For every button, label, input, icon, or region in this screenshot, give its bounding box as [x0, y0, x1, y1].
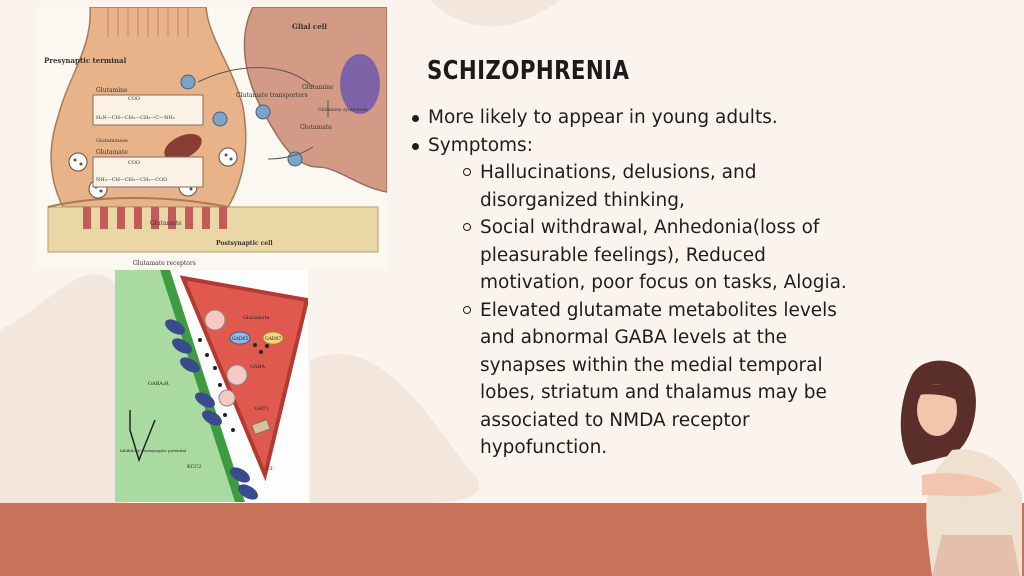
gad65-label: GAD65	[232, 337, 249, 342]
symptom-item: Elevated glutamate metabolites levels and abnormal GABA levels at the synapses within the medial temporal lobes, striatum and thalamus may be associated to NMDA receptor hypofunction.	[462, 297, 860, 462]
cleft-glutamate-label: Glutamate	[150, 220, 182, 227]
symptom-item: Hallucinations, delusions, and disorganized thinking,	[462, 159, 860, 214]
bullet-item: More likely to appear in young adults.	[410, 104, 860, 132]
glial-glutamate-label: Glutamate	[300, 124, 332, 131]
bullet-label: Symptoms:	[428, 134, 533, 156]
gaba-diagram	[115, 270, 308, 502]
bullet-item-symptoms	[410, 132, 860, 462]
presynaptic-label: Presynaptic terminal	[44, 56, 127, 65]
gat1-label: GAT1	[255, 406, 269, 412]
slide-title: SCHIZOPHRENIA	[427, 56, 630, 86]
gaba-label: GABA	[250, 364, 265, 370]
glial-cell-label: Glial cell	[292, 22, 327, 31]
woman-illustration	[892, 355, 1024, 576]
bullet-list	[410, 104, 860, 462]
bottom-glutamate-label: Glutamate	[243, 315, 270, 321]
gaba-br-label: GABA₂R	[148, 381, 169, 387]
glial-glutamine-label: Glutamine	[302, 84, 334, 91]
glutamate-formula: NH₃—CH—CH₂—CH₂—COO	[96, 177, 168, 183]
glutamine-formula: H₂N—CH—CH₂—CH₂—C—NH₂	[96, 115, 175, 121]
bottom-band	[0, 503, 1024, 576]
synapse-diagram	[38, 7, 387, 269]
cl-label: Cl⁻	[267, 466, 276, 472]
receptors-label: Glutamate receptors	[133, 260, 196, 267]
ipsp-label: Inhibitory postsynaptic potential	[120, 448, 187, 453]
glutamate-label: Glutamate	[96, 149, 128, 156]
symptom-list	[428, 159, 860, 462]
kcc2-label: KCC2	[187, 464, 202, 470]
postsynaptic-label: Postsynaptic cell	[216, 240, 273, 247]
gad67-label: GAD67	[265, 337, 282, 342]
symptom-item: Social withdrawal, Anhedonia(loss of pleasurable feelings), Reduced motivation, poor focus on tasks, Alogia.	[462, 214, 860, 297]
synthetase-label: Glutamine synthetase	[318, 108, 368, 113]
glutamine-label: Glutamine	[96, 87, 128, 94]
coo-label: COO	[128, 96, 141, 102]
coo-label-2: COO	[128, 160, 141, 166]
glutaminase-label: Glutaminase	[96, 138, 128, 144]
transporters-label: Glutamate transporters	[236, 92, 308, 99]
